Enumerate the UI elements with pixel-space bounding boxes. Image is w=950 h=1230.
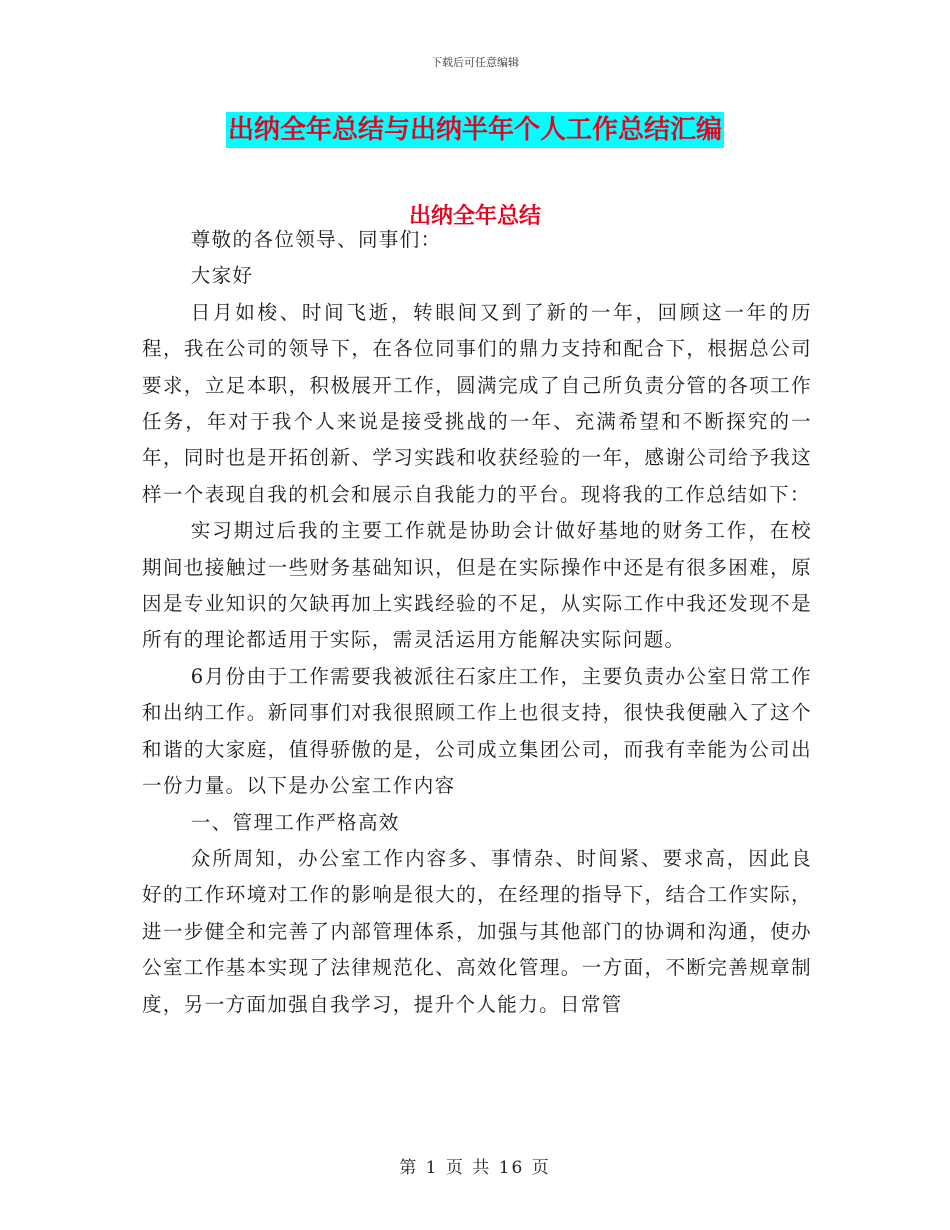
body-paragraph: 众所周知，办公室工作内容多、事情杂、时间紧、要求高，因此良好的工作环境对工作的影响是很大的，在经理的指导下，结合工作实际，进一步健全和完善了内部管理体系，加强与其他部门的协调和沟通，使办公室工作基本实现了法律规范化、高效化管理。一方面，不断完善规章制度，另一方面加强自我学习，提升个人能力。日常管 xyxy=(142,846,812,1016)
page-header-note: 下载后可任意编辑 xyxy=(431,56,519,69)
body-paragraph: 6月份由于工作需要我被派往石家庄工作，主要负责办公室日常工作和出纳工作。新同事们对我很照顾工作上也很支持，很快我便融入了这个和谐的大家庭，值得骄傲的是，公司成立集团公司，而我有幸能为公司出一份力量。以下是办公室工作内容 xyxy=(142,664,812,798)
document-title: 出纳全年总结与出纳半年个人工作总结汇编 xyxy=(226,112,724,148)
body-paragraph: 日月如梭、时间飞逝，转眼间又到了新的一年，回顾这一年的历程，我在公司的领导下，在各位同事们的鼎力支持和配合下，根据总公司要求，立足本职，积极展开工作，圆满完成了自己所负责分管的各项工作任务，年对于我个人来说是接受挑战的一年、充满希望和不断探究的一年，同时也是开拓创新、学习实践和收获经验的一年，感谢公司给予我这样一个表现自我的机会和展示自我能力的平台。现将我的工作总结如下： xyxy=(142,300,812,506)
document-title-container xyxy=(0,112,950,148)
body-paragraph: 实习期过后我的主要工作就是协助会计做好基地的财务工作，在校期间也接触过一些财务基础知识，但是在实际操作中还是有很多困难，原因是专业知识的欠缺再加上实践经验的不足，从实际工作中我还发现不是所有的理论都适用于实际，需灵活运用方能解决实际问题。 xyxy=(142,519,812,652)
salutation-paragraph: 尊敬的各位领导、同事们： xyxy=(190,228,442,251)
greeting-paragraph: 大家好 xyxy=(190,264,254,288)
page-number-footer: 第 1 页 共 16 页 xyxy=(399,1158,551,1178)
section-title: 出纳全年总结 xyxy=(408,204,541,229)
subheading-paragraph: 一、管理工作严格高效 xyxy=(190,810,400,834)
document-body xyxy=(142,222,812,1023)
